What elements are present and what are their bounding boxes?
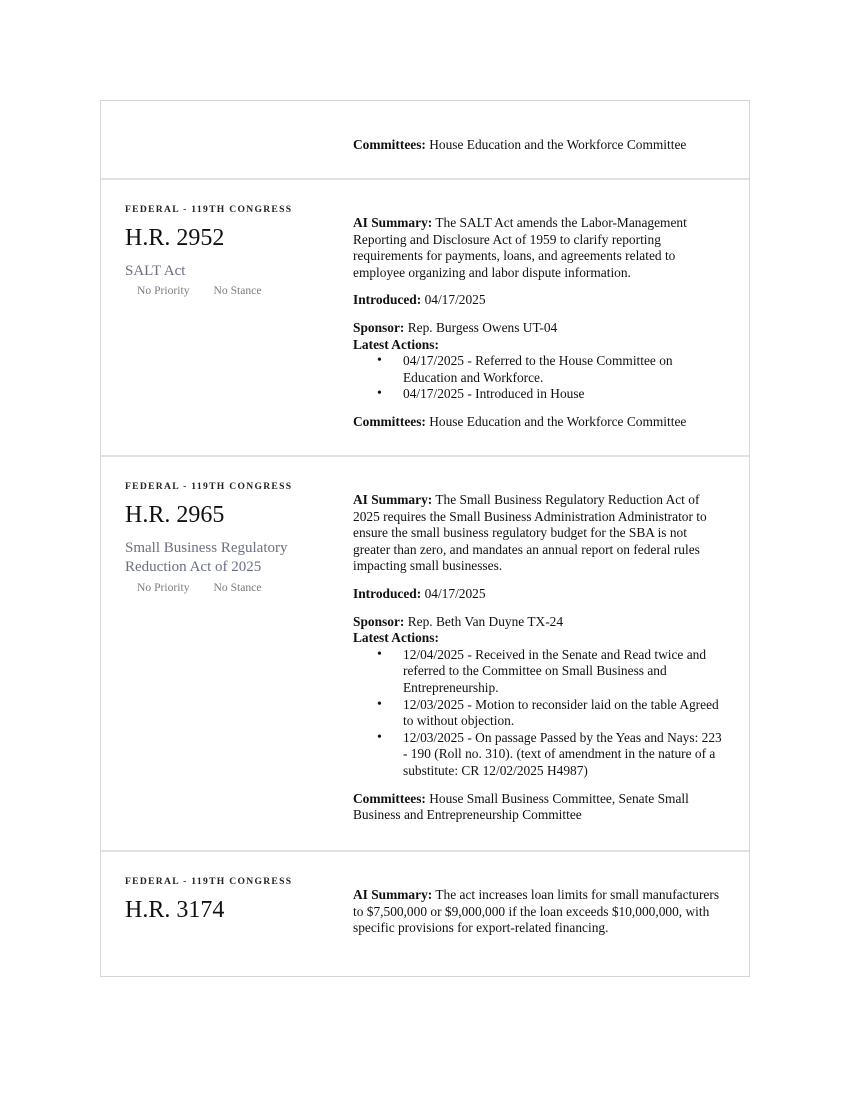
list-item: • 04/17/2025 - Referred to the House Committee on Education and Workforce. — [353, 353, 725, 386]
committees-label: Committees: — [353, 413, 426, 429]
priority-tag[interactable]: No Priority — [137, 284, 190, 297]
list-item: • 04/17/2025 - Introduced in House — [353, 386, 725, 403]
bill-report-table — [100, 100, 750, 977]
sponsor-label: Sponsor: — [353, 613, 405, 629]
bill-short-title: SALT Act — [125, 262, 186, 279]
latest-actions-label: Latest Actions: — [353, 336, 439, 352]
list-item: • 12/03/2025 - Motion to reconsider laid on the table Agreed to without objection. — [353, 697, 725, 730]
committees-value: House Small Business Committee, Senate Small Business and Entrepreneurship Committee — [353, 790, 689, 823]
latest-actions-list — [353, 647, 725, 780]
latest-actions-list — [353, 353, 725, 403]
ai-summary-text: The SALT Act amends the Labor-Management Reporting and Disclosure Act of 1959 to clarify reporting requirements for payments, loans, and agreements related to employee organizing and labor dispute information. — [353, 215, 687, 280]
introduced-line — [353, 292, 725, 309]
latest-actions-label: Latest Actions: — [353, 630, 439, 646]
bill-row — [101, 850, 749, 976]
committees-line — [353, 137, 725, 154]
bill-tags — [125, 284, 315, 297]
ai-summary — [353, 492, 725, 575]
introduced-line — [353, 586, 725, 603]
bill-header — [125, 876, 315, 924]
ai-summary-label: AI Summary: — [353, 215, 433, 230]
stance-tag[interactable]: No Stance — [213, 284, 262, 297]
sponsor-line — [353, 614, 725, 631]
jurisdiction-label: FEDERAL - 119TH CONGRESS — [125, 481, 293, 492]
jurisdiction-label: FEDERAL - 119TH CONGRESS — [125, 876, 293, 887]
sponsor-label: Sponsor: — [353, 319, 405, 335]
bill-number[interactable]: H.R. 2952 — [125, 224, 225, 251]
stance-tag[interactable]: No Stance — [213, 580, 262, 594]
introduced-label: Introduced: — [353, 585, 422, 601]
bill-header — [125, 481, 315, 594]
bill-details — [353, 492, 725, 824]
ai-summary-label: AI Summary: — [353, 887, 433, 902]
bill-header — [125, 204, 315, 297]
committees-label: Committees: — [353, 790, 426, 806]
jurisdiction-label: FEDERAL - 119TH CONGRESS — [125, 204, 293, 215]
introduced-label: Introduced: — [353, 292, 422, 308]
list-item: • 12/04/2025 - Received in the Senate and Read twice and referred to the Committee on Small Business and Entrepreneurship. — [353, 647, 725, 697]
sponsor-name: Rep. Burgess Owens UT-04 — [407, 319, 558, 335]
bill-details — [353, 215, 725, 431]
bill-short-title: Small Business Regulatory Reduction Act of 2025 — [125, 539, 288, 575]
ai-summary-text: The Small Business Regulatory Reduction Act of 2025 requires the Small Business Administration Administrator to ensure the small business regulatory budget for the SBA is not greater than zero, and mandates an annual report on federal rules impacting small businesses. — [353, 492, 707, 574]
bill-tags — [125, 581, 315, 594]
bill-row — [101, 178, 749, 455]
committees-value: House Education and the Workforce Committee — [429, 137, 687, 152]
committees-value: House Education and the Workforce Committee — [429, 413, 687, 429]
bill-number[interactable]: H.R. 2965 — [125, 501, 225, 528]
ai-summary-text: The act increases loan limits for small manufacturers to $7,500,000 or $9,000,000 if the loan exceeds $10,000,000, with specific provisions for export-related financing. — [353, 887, 720, 936]
introduced-date: 04/17/2025 — [424, 585, 486, 601]
sponsor-line — [353, 320, 725, 337]
continuation-row — [101, 101, 749, 178]
ai-summary — [353, 215, 725, 281]
bill-number[interactable]: H.R. 3174 — [125, 896, 225, 923]
committees-label: Committees: — [353, 137, 426, 152]
list-item: • 12/03/2025 - On passage Passed by the Yeas and Nays: 223 - 190 (Roll no. 310). (text of amendment in the nature of a substitute: CR 12/02/2025 H4987) — [353, 730, 725, 780]
ai-summary-label: AI Summary: — [353, 492, 433, 507]
sponsor-name: Rep. Beth Van Duyne TX-24 — [407, 613, 564, 629]
priority-tag[interactable]: No Priority — [137, 580, 190, 594]
introduced-date: 04/17/2025 — [424, 292, 486, 308]
bill-details — [353, 887, 725, 937]
committees-line — [353, 414, 725, 431]
committees-line — [353, 791, 725, 824]
bill-row — [101, 455, 749, 850]
ai-summary — [353, 887, 725, 937]
